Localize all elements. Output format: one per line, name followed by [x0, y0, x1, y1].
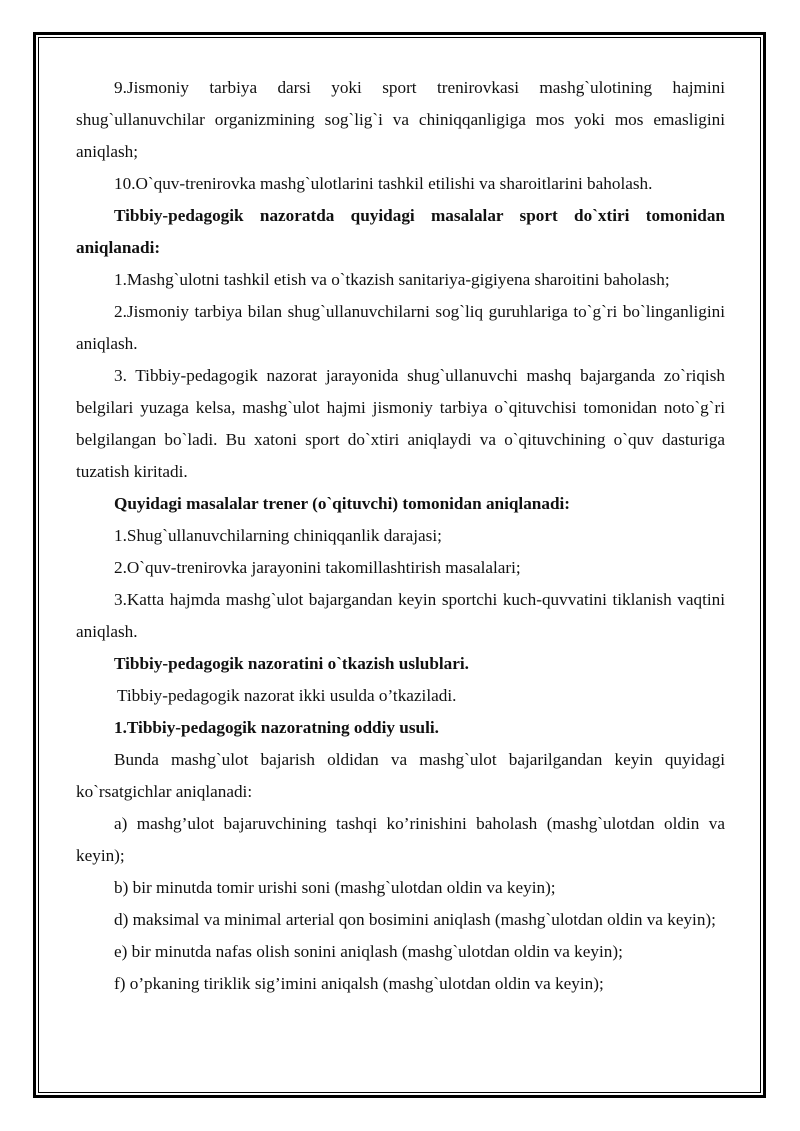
document-body: [76, 72, 725, 1000]
paragraph-1: 9.Jismoniy tarbiya darsi yoki sport trenirovkasi mashg`ulotining hajmini shug`ullanuvchilar organizmining sog`lig`i va chiniqqanligiga mos yoki mos emasligini aniqlash;: [76, 78, 725, 161]
heading-sport-doctor: Tibbiy-pedagogik nazoratda quyidagi masalalar sport do`xtiri tomonidan aniqlanadi:: [76, 206, 725, 257]
paragraph-12: Tibbiy-pedagogik nazorat ikki usulda o’tkaziladi.: [117, 686, 457, 705]
paragraph-10: 3.Katta hajmda mashg`ulot bajargandan keyin sportchi kuch-quvvatini tiklanish vaqtini aniqlash.: [76, 590, 725, 641]
paragraph-6: 3. Tibbiy-pedagogik nazorat jarayonida shug`ullanuvchi mashq bajarganda zo`riqish belgilari yuzaga kelsa, mashg`ulot hajmi jismoniy tarbiya o`qituvchisi tomonidan noto`g`ri belgilangan bo`ladi. Bu xatoni sport do`xtiri aniqlaydi va o`qituvchining o`quv dasturiga tuzatish kiritadi.: [76, 366, 725, 481]
heading-trainer: Quyidagi masalalar trener (o`qituvchi) tomonidan aniqlanadi:: [114, 494, 571, 513]
list-item-d: d) maksimal va minimal arterial qon bosimini aniqlash (mashg`ulotdan oldin va keyin);: [114, 910, 716, 929]
paragraph-5: 2.Jismoniy tarbiya bilan shug`ullanuvchilarni sog`liq guruhlariga to`g`ri bo`linganligini aniqlash.: [76, 302, 725, 353]
heading-methods: Tibbiy-pedagogik nazoratini o`tkazish uslublari.: [114, 654, 469, 673]
paragraph-4: 1.Mashg`ulotni tashkil etish va o`tkazish sanitariya-gigiyena sharoitini baholash;: [114, 270, 670, 289]
list-item-e: e) bir minutda nafas olish sonini aniqlash (mashg`ulotdan oldin va keyin);: [114, 942, 623, 961]
paragraph-2: 10.O`quv-trenirovka mashg`ulotlarini tashkil etilishi va sharoitlarini baholash.: [114, 174, 653, 193]
list-item-b: b) bir minutda tomir urishi soni (mashg`ulotdan oldin va keyin);: [114, 878, 556, 897]
paragraph-9: 2.O`quv-trenirovka jarayonini takomillashtirish masalalari;: [114, 558, 521, 577]
list-item-f: f) o’pkaning tiriklik sig’imini aniqalsh (mashg`ulotdan oldin va keyin);: [114, 974, 604, 993]
paragraph-14: Bunda mashg`ulot bajarish oldidan va mashg`ulot bajarilgandan keyin quyidagi ko`rsatgichlar aniqlanadi:: [76, 750, 725, 801]
paragraph-8: 1.Shug`ullanuvchilarning chiniqqanlik darajasi;: [114, 526, 442, 545]
heading-simple-method: 1.Tibbiy-pedagogik nazoratning oddiy usuli.: [114, 718, 439, 737]
list-item-a: a) mashg’ulot bajaruvchining tashqi ko’rinishini baholash (mashg`ulotdan oldin va keyin);: [76, 814, 725, 865]
